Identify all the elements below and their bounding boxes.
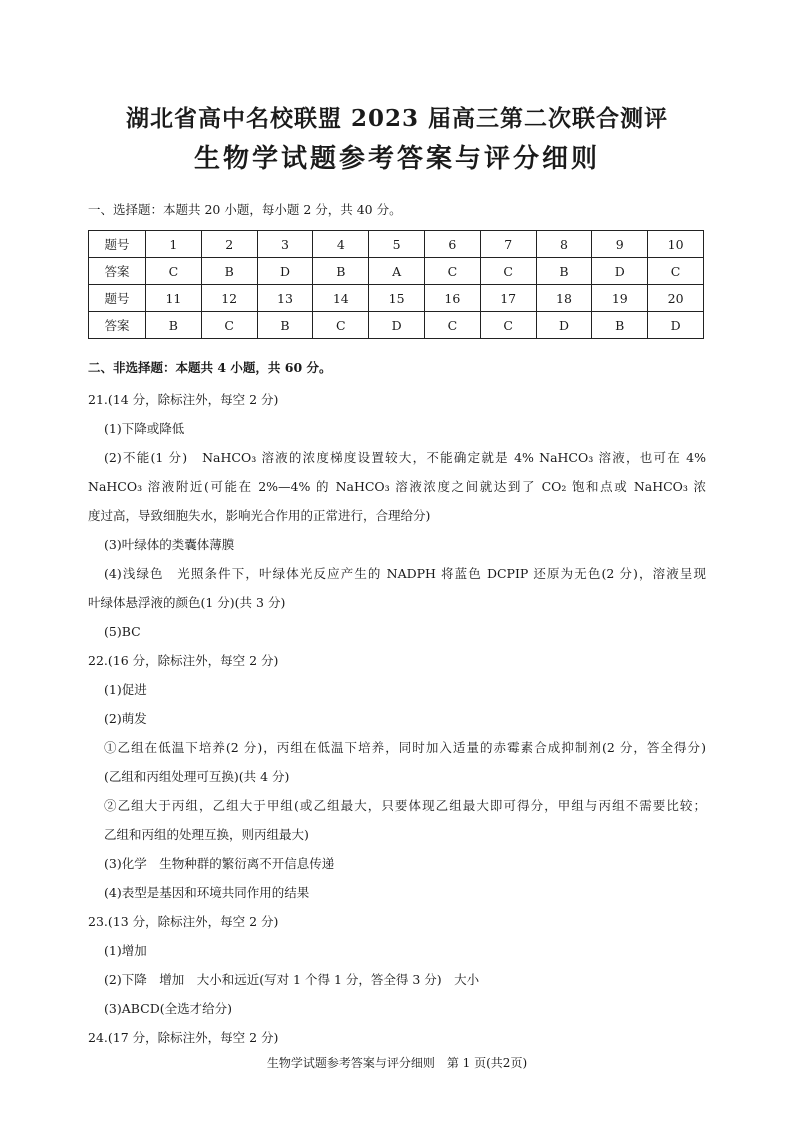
q23-heading: 23.(13 分，除标注外，每空 2 分) [88,914,279,929]
table-cell: D [369,312,425,339]
table-cell: 14 [313,285,369,312]
table-cell: 13 [257,285,313,312]
table-cell: D [648,312,704,339]
q21-answer-4-line1: (4)浅绿色 光照条件下，叶绿体光反应产生的 NADPH 将蓝色 DCPIP 还原为无色(2 分)，溶液呈现 [104,566,706,581]
table-cell: B [536,258,592,285]
table-cell: 9 [592,231,648,258]
q21-answer-5: (5)BC [104,624,141,639]
q21-heading: 21.(14 分，除标注外，每空 2 分) [88,392,279,407]
table-cell: 17 [480,285,536,312]
table-cell: 12 [201,285,257,312]
q23-answer-2: (2)下降 增加 大小和远近(写对 1 个得 1 分，答全得 3 分) 大小 [104,972,480,987]
q22-answer-1: (1)促进 [104,682,147,697]
q23-answer-1: (1)增加 [104,943,147,958]
table-cell: 7 [480,231,536,258]
q21-answer-2-line2: NaHCO₃ 溶液附近(可能在 2%—4% 的 NaHCO₃ 溶液浓度之间就达到了 CO₂ 饱和点或 NaHCO₃ 浓 [88,479,706,494]
table-cell: C [146,258,202,285]
table-cell: D [592,258,648,285]
table-cell: C [480,258,536,285]
q22-heading: 22.(16 分，除标注外，每空 2 分) [88,653,279,668]
table-row [89,312,704,339]
q22-answer-2: (2)萌发 [104,711,147,726]
q21-answer-2-line1: (2)不能(1 分) NaHCO₃ 溶液的浓度梯度设置较大，不能确定就是 4% NaHCO₃ 溶液，也可在 4% [104,450,706,465]
q24-heading: 24.(17 分，除标注外，每空 2 分) [88,1030,279,1045]
table-cell: B [313,258,369,285]
table-cell: B [146,312,202,339]
document-title: 湖北省高中名校联盟 2023 届高三第二次联合测评 [125,105,669,132]
q23-answer-3: (3)ABCD(全选才给分) [104,1001,232,1016]
table-cell: 6 [424,231,480,258]
table-cell: 19 [592,285,648,312]
table-row-label: 答案 [89,258,146,285]
table-cell: 11 [146,285,202,312]
table-row [89,231,704,258]
table-cell: 18 [536,285,592,312]
section2-heading: 二、非选择题：本题共 4 小题，共 60 分。 [88,360,332,375]
q22-answer-2-part2-line2: 乙组和丙组的处理互换，则丙组最大) [104,827,309,842]
table-cell: 15 [369,285,425,312]
table-cell: 8 [536,231,592,258]
table-cell: 2 [201,231,257,258]
table-cell: 3 [257,231,313,258]
table-cell: 4 [313,231,369,258]
table-row [89,258,704,285]
table-cell: 20 [648,285,704,312]
q22-answer-2-part1-line1: ①乙组在低温下培养(2 分)，丙组在低温下培养，同时加入适量的赤霉素合成抑制剂(2 分，答全得分) [104,740,706,755]
q22-answer-3: (3)化学 生物种群的繁衍离不开信息传递 [104,856,335,871]
answer-table [88,230,704,339]
table-row-label: 题号 [89,285,146,312]
table-cell: D [257,258,313,285]
table-row-label: 题号 [89,231,146,258]
q21-answer-1: (1)下降或降低 [104,421,185,436]
q22-answer-4: (4)表型是基因和环境共同作用的结果 [104,885,310,900]
table-cell: B [592,312,648,339]
table-cell: B [257,312,313,339]
table-cell: C [480,312,536,339]
table-cell: 1 [146,231,202,258]
table-row [89,285,704,312]
q22-answer-2-part2-line1: ②乙组大于丙组，乙组大于甲组(或乙组最大，只要体现乙组最大即可得分，甲组与丙组不需要比较； [104,798,706,813]
table-cell: C [313,312,369,339]
q21-answer-2-line3: 度过高，导致细胞失水，影响光合作用的正常进行，合理给分) [88,508,431,523]
q22-answer-2-part1-line2: (乙组和丙组处理可互换)(共 4 分) [104,769,290,784]
q21-answer-4-line2: 叶绿体悬浮液的颜色(1 分)(共 3 分) [88,595,286,610]
table-cell: 16 [424,285,480,312]
document-subtitle: 生物学试题参考答案与评分细则 [193,144,600,174]
table-cell: B [201,258,257,285]
answers-body [88,385,706,1052]
table-cell: C [424,258,480,285]
table-cell: C [201,312,257,339]
table-cell: 10 [648,231,704,258]
page-footer: 生物学试题参考答案与评分细则 第 1 页(共2页) [266,1056,528,1070]
table-cell: 5 [369,231,425,258]
table-cell: A [369,258,425,285]
table-cell: C [648,258,704,285]
q21-answer-3: (3)叶绿体的类囊体薄膜 [104,537,235,552]
section1-heading: 一、选择题：本题共 20 小题，每小题 2 分，共 40 分。 [88,202,402,217]
table-cell: D [536,312,592,339]
table-cell: C [424,312,480,339]
table-row-label: 答案 [89,312,146,339]
